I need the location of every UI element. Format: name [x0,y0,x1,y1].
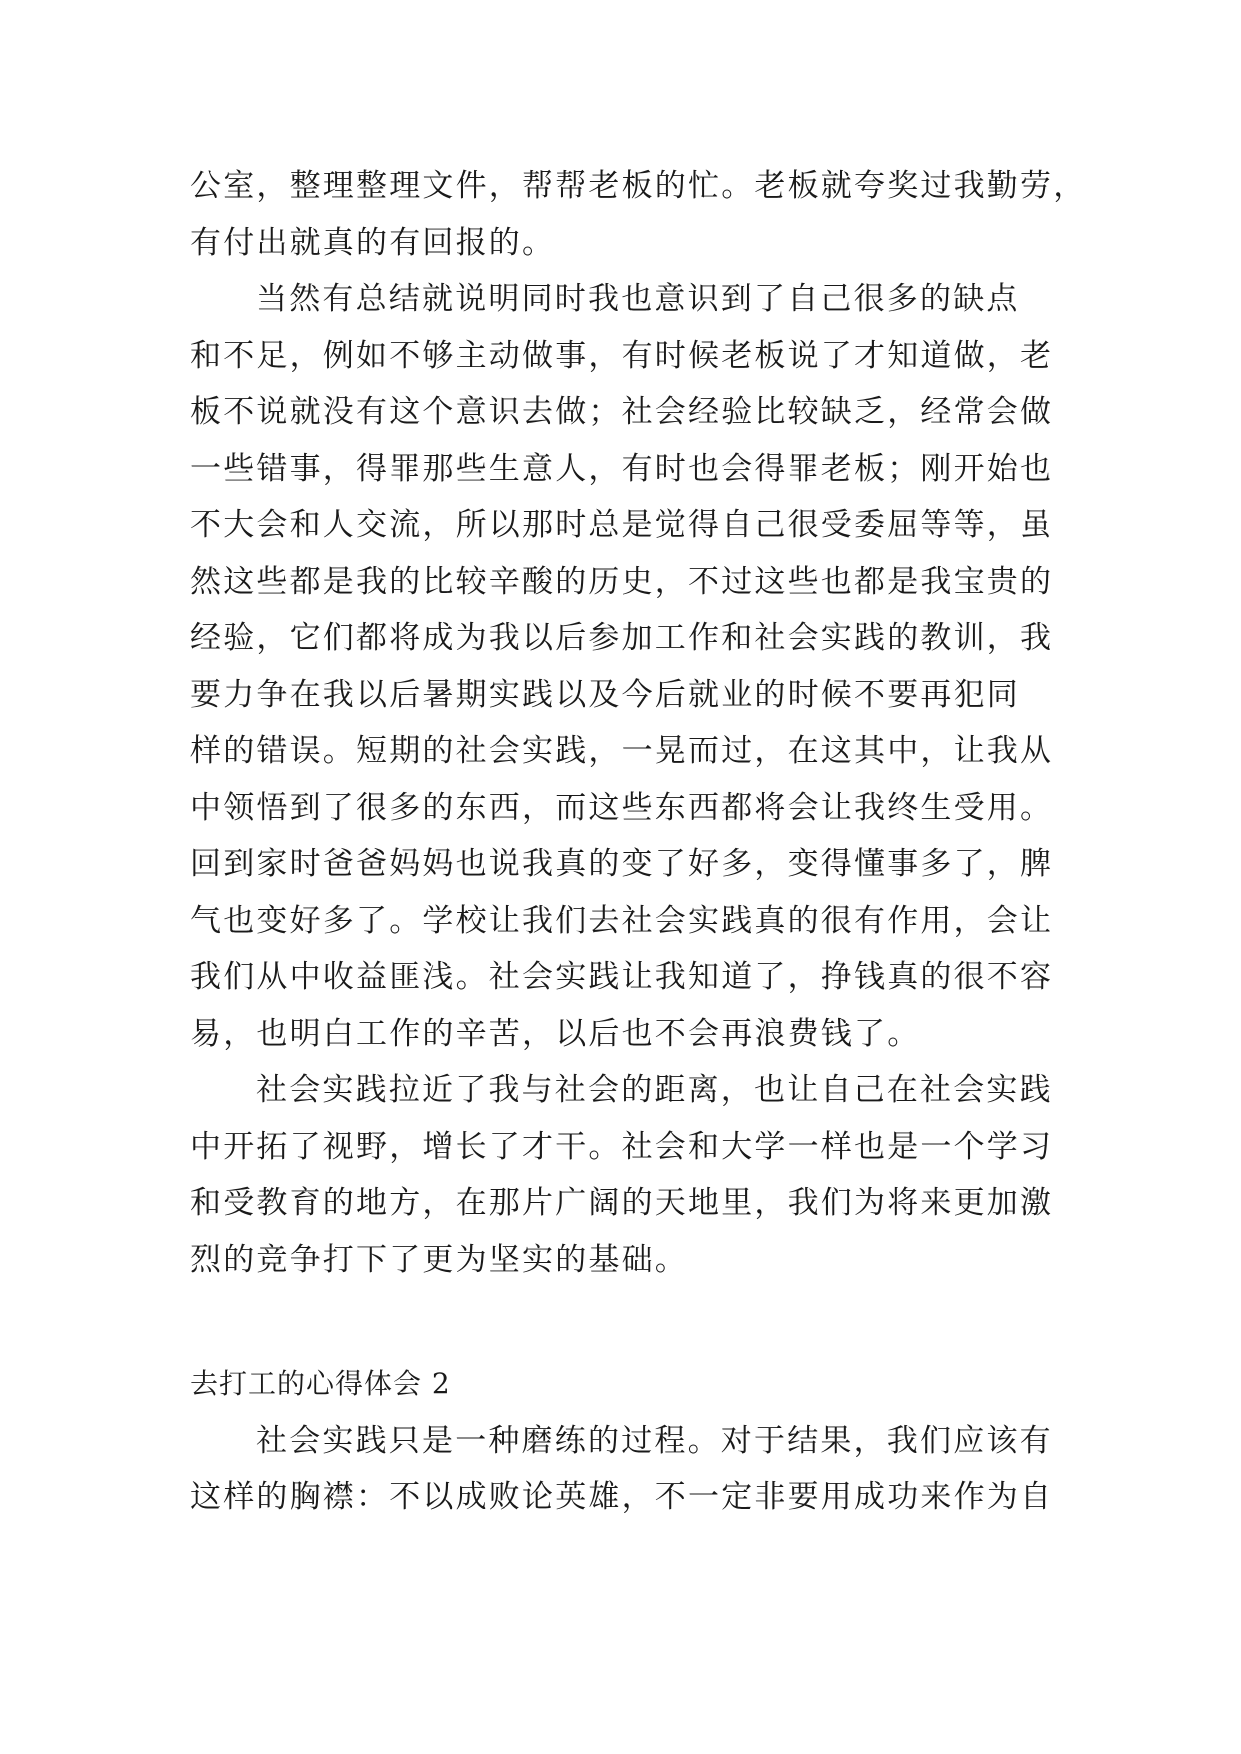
section-gap [190,1288,1060,1356]
document-body [190,158,1087,1526]
text-line: 公室，整理整理文件，帮帮老板的忙。老板就夸奖过我勤劳， [190,168,1087,204]
text-line: 样的错误。短期的社会实践，一晃而过，在这其中，让我从 [190,733,1054,769]
text-line: 中开拓了视野，增长了才干。社会和大学一样也是一个学习 [190,1128,1054,1165]
text-line: 和受教育的地方，在那片广阔的天地里，我们为将来更加激 [190,1185,1054,1221]
text-line: 和不足，例如不够主动做事，有时候老板说了才知道做，老 [190,337,1054,374]
text-line: 要力争在我以后暑期实践以及今后就业的时候不要再犯同 [190,676,1020,713]
text-line: 然这些都是我的比较辛酸的历史，不过这些也都是我宝贵的 [190,563,1054,600]
text-line: 社会实践拉近了我与社会的距离，也让自己在社会实践 [256,1072,1053,1108]
text-line: 经验，它们都将成为我以后参加工作和社会实践的教训，我 [190,620,1054,656]
text-line: 回到家时爸爸妈妈也说我真的变了好多，变得懂事多了，脾 [190,846,1054,882]
text-line: 一些错事，得罪那些生意人，有时也会得罪老板；刚开始也 [190,450,1054,487]
text-line: 易，也明白工作的辛苦，以后也不会再浪费钱了。 [190,1015,921,1052]
paragraph-continued [190,158,1087,271]
text-line: 板不说就没有这个意识去做；社会经验比较缺乏，经常会做 [190,394,1054,430]
paragraph-section-2 [190,1413,1060,1526]
text-line: 气也变好多了。学校让我们去社会实践真的很有作用，会让 [190,902,1054,939]
section-heading: 去打工的心得体会 2 [190,1367,451,1400]
text-line: 我们从中收益匪浅。社会实践让我知道了，挣钱真的很不容 [190,959,1054,995]
text-line: 烈的竞争打下了更为坚实的基础。 [190,1241,688,1278]
text-line: 中领悟到了很多的东西，而这些东西都将会让我终生受用。 [190,789,1054,826]
text-line: 当然有总结就说明同时我也意识到了自己很多的缺点 [256,281,1020,317]
paragraph-shortcomings [190,271,1060,1062]
text-line: 有付出就真的有回报的。 [190,224,556,261]
paragraph-conclusion [190,1062,1060,1288]
text-line: 不大会和人交流，所以那时总是觉得自己很受委屈等等，虽 [190,507,1054,543]
text-line: 社会实践只是一种磨练的过程。对于结果，我们应该有 [256,1422,1053,1459]
text-line: 这样的胸襟：不以成败论英雄，不一定非要用成功来作为自 [190,1479,1054,1515]
